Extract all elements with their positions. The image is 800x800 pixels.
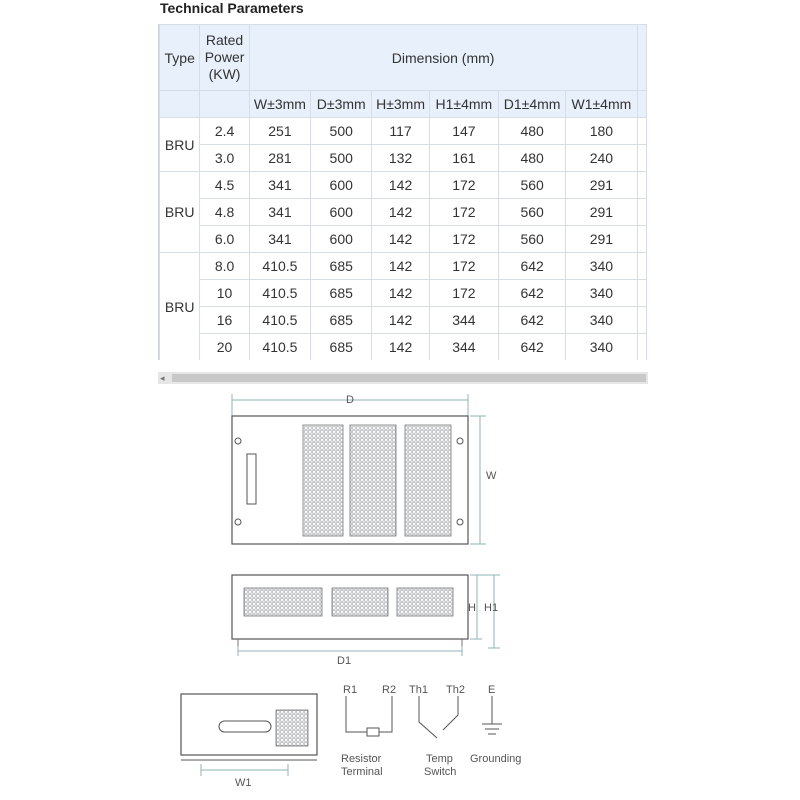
- front-view: [232, 575, 500, 667]
- cell-h1: 344: [429, 334, 498, 361]
- cell-h: 142: [372, 253, 429, 280]
- cell-d: 500: [311, 118, 372, 145]
- cell-h1: 147: [429, 118, 498, 145]
- cell-w1: 291: [566, 226, 637, 253]
- cell-d1: 560: [498, 199, 565, 226]
- cell-w1: 291: [566, 199, 637, 226]
- label-w: W: [486, 470, 497, 482]
- table-row: [160, 172, 647, 199]
- overflow-cell: [637, 226, 646, 253]
- vent-grille: [405, 425, 451, 536]
- label-w1: W1: [235, 777, 252, 789]
- cell-w1: 291: [566, 172, 637, 199]
- cell-d1: 642: [498, 307, 565, 334]
- header-dimension: Dimension (mm): [249, 25, 637, 91]
- cell-w1: 340: [566, 253, 637, 280]
- cell-w1: 240: [566, 145, 637, 172]
- scroll-left-arrow-icon[interactable]: ◂: [160, 373, 165, 383]
- cell-h1: 172: [429, 253, 498, 280]
- label-r1: R1: [343, 684, 358, 696]
- cell-d: 600: [311, 172, 372, 199]
- header-overflow-cell: [637, 91, 646, 118]
- cell-type: BRU: [160, 253, 200, 361]
- overflow-cell: [637, 172, 646, 199]
- vent-grille: [276, 710, 308, 746]
- cell-h: 142: [372, 172, 429, 199]
- label-d: D: [346, 394, 354, 406]
- cell-w: 410.5: [249, 253, 310, 280]
- header-blank: [160, 91, 200, 118]
- cell-type: BRU: [160, 118, 200, 172]
- cell-power: 10: [200, 280, 249, 307]
- cell-d1: 560: [498, 172, 565, 199]
- terminal-symbols: [341, 684, 521, 778]
- label-th1: Th1: [409, 684, 428, 696]
- cell-power: 6.0: [200, 226, 249, 253]
- ground-icon: [482, 696, 502, 734]
- overflow-cell: [637, 145, 646, 172]
- cell-h: 142: [372, 199, 429, 226]
- cell-w: 341: [249, 172, 310, 199]
- horizontal-scrollbar[interactable]: [158, 372, 648, 384]
- header-rated-power-line: (KW): [208, 66, 241, 82]
- cell-w: 410.5: [249, 280, 310, 307]
- cell-w: 251: [249, 118, 310, 145]
- cell-h: 142: [372, 334, 429, 361]
- section-title: Technical Parameters: [160, 0, 304, 16]
- cell-h1: 172: [429, 280, 498, 307]
- overflow-cell: [637, 280, 646, 307]
- cell-d: 685: [311, 307, 372, 334]
- vent-grille: [332, 588, 388, 616]
- cell-d1: 642: [498, 334, 565, 361]
- top-view: [232, 394, 497, 544]
- cell-h: 142: [372, 307, 429, 334]
- cell-h: 117: [372, 118, 429, 145]
- overflow-cell: [637, 118, 646, 145]
- header-rated-power-line: Power: [204, 49, 245, 65]
- table-row: [160, 118, 647, 145]
- handle-icon: [219, 721, 271, 732]
- table-row: [160, 145, 647, 172]
- cell-d1: 642: [498, 253, 565, 280]
- cell-d: 685: [311, 334, 372, 361]
- table-row: [160, 253, 647, 280]
- cell-h1: 172: [429, 172, 498, 199]
- cell-d: 685: [311, 253, 372, 280]
- header-type: Type: [160, 25, 200, 91]
- label-h: H: [468, 602, 476, 614]
- cell-power: 4.5: [200, 172, 249, 199]
- vent-grille: [244, 588, 322, 616]
- table-row: [160, 334, 647, 361]
- overflow-cell: [637, 253, 646, 280]
- cell-power: 4.8: [200, 199, 249, 226]
- cell-d1: 560: [498, 226, 565, 253]
- handle-slot: [247, 454, 256, 504]
- dimension-drawing: [0, 390, 800, 800]
- cell-d1: 642: [498, 280, 565, 307]
- label-d1: D1: [337, 655, 352, 667]
- label-th2: Th2: [446, 684, 465, 696]
- label-e: E: [488, 684, 496, 696]
- cell-d1: 480: [498, 145, 565, 172]
- label-h1: H1: [484, 602, 499, 614]
- overflow-cell: [637, 307, 646, 334]
- overflow-cell: [637, 199, 646, 226]
- side-view: [181, 694, 317, 789]
- header-overflow-cell: [637, 25, 646, 91]
- cell-power: 20: [200, 334, 249, 361]
- parameters-table: [159, 24, 647, 360]
- cell-power: 8.0: [200, 253, 249, 280]
- label-r2: R2: [382, 684, 397, 696]
- label-resistor-terminal: Terminal: [341, 766, 383, 778]
- cell-h1: 172: [429, 199, 498, 226]
- cell-power: 2.4: [200, 118, 249, 145]
- cell-d: 500: [311, 145, 372, 172]
- cell-type: BRU: [160, 172, 200, 253]
- cell-h1: 344: [429, 307, 498, 334]
- header-col-h1: H1±4mm: [429, 91, 498, 118]
- cell-w: 410.5: [249, 334, 310, 361]
- vent-grille: [350, 425, 396, 536]
- cell-d: 685: [311, 280, 372, 307]
- cell-w: 281: [249, 145, 310, 172]
- cell-w1: 340: [566, 280, 637, 307]
- parameters-table-container[interactable]: [158, 24, 647, 360]
- cell-w: 341: [249, 226, 310, 253]
- label-grounding: Grounding: [470, 753, 522, 765]
- cell-w1: 180: [566, 118, 637, 145]
- label-temp-switch: Temp: [426, 753, 453, 765]
- table-row: [160, 307, 647, 334]
- cell-h1: 172: [429, 226, 498, 253]
- cell-w1: 340: [566, 334, 637, 361]
- label-resistor-terminal: Resistor: [341, 753, 382, 765]
- cell-d: 600: [311, 199, 372, 226]
- header-col-d1: D1±4mm: [498, 91, 565, 118]
- cell-h1: 161: [429, 145, 498, 172]
- cell-power: 3.0: [200, 145, 249, 172]
- cell-w: 341: [249, 199, 310, 226]
- cell-h: 132: [372, 145, 429, 172]
- cell-d: 600: [311, 226, 372, 253]
- temp-switch-icon: [419, 696, 458, 738]
- table-row: [160, 280, 647, 307]
- resistor-wire: [346, 696, 392, 732]
- header-blank: [200, 91, 249, 118]
- cell-w1: 340: [566, 307, 637, 334]
- cell-h: 142: [372, 280, 429, 307]
- label-temp-switch: Switch: [424, 766, 457, 778]
- header-col-d: D±3mm: [311, 91, 372, 118]
- cell-power: 16: [200, 307, 249, 334]
- header-rated-power: [200, 25, 249, 91]
- scrollbar-thumb[interactable]: [172, 374, 646, 382]
- header-col-h: H±3mm: [372, 91, 429, 118]
- overflow-cell: [637, 334, 646, 361]
- header-col-w1: W1±4mm: [566, 91, 637, 118]
- vent-grille: [397, 588, 453, 616]
- header-col-w: W±3mm: [249, 91, 310, 118]
- table-row: [160, 226, 647, 253]
- cell-h: 142: [372, 226, 429, 253]
- cell-w: 410.5: [249, 307, 310, 334]
- table-row: [160, 199, 647, 226]
- cell-d1: 480: [498, 118, 565, 145]
- header-rated-power-line: Rated: [205, 32, 244, 48]
- resistor-icon: [367, 728, 379, 736]
- vent-grille: [303, 425, 343, 536]
